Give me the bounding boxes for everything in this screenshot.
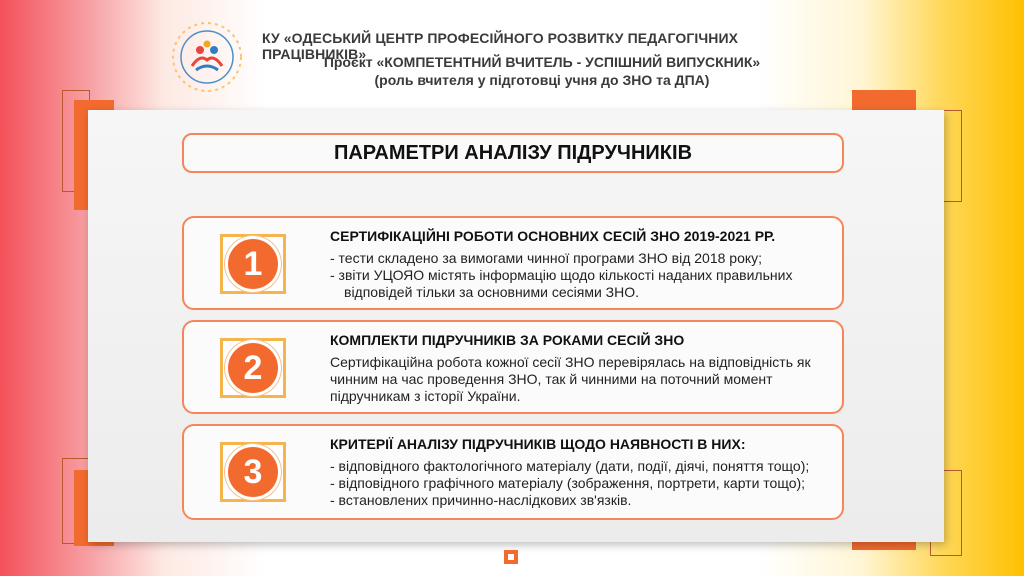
- card-line: підручникам з історії України.: [330, 388, 521, 404]
- card-line: - тести складено за вимогами чинної програми ЗНО від 2018 року;: [330, 250, 763, 266]
- card-line: - встановлених причинно-наслідкових зв'язків.: [330, 492, 632, 508]
- card-line: - відповідного графічного матеріалу (зображення, портрети, карти тощо);: [330, 475, 806, 491]
- card-heading: СЕРТИФІКАЦІЙНІ РОБОТИ ОСНОВНИХ СЕСІЙ ЗНО 2019-2021 РР.: [330, 228, 776, 244]
- parameter-card-2: [182, 320, 844, 414]
- card-line: чинним на час проведення ЗНО, так й чинними на поточний момент: [330, 371, 773, 387]
- project-title: Проєкт «КОМПЕТЕНТНИЙ ВЧИТЕЛЬ - УСПІШНИЙ ВИПУСКНИК»: [323, 54, 761, 70]
- card-line: Сертифікаційна робота кожної сесії ЗНО перевірялась на відповідність як: [330, 354, 811, 370]
- organization-logo: [170, 20, 244, 94]
- logo-rays: [173, 23, 241, 91]
- card-line: - звіти УЦОЯО містять інформацію щодо кількості наданих правильних: [330, 267, 793, 283]
- project-subtitle: (роль вчителя у підготовці учня до ЗНО та ДПА): [374, 72, 710, 88]
- slide-marker-icon: [504, 550, 518, 564]
- number-badge: 3: [228, 447, 278, 497]
- number-frame: [220, 442, 286, 502]
- parameter-card-3: [182, 424, 844, 520]
- slide-title: ПАРАМЕТРИ АНАЛІЗУ ПІДРУЧНИКІВ: [182, 133, 844, 173]
- card-heading: КОМПЛЕКТИ ПІДРУЧНИКІВ ЗА РОКАМИ СЕСІЙ ЗНО: [330, 332, 685, 348]
- number-badge: 2: [228, 343, 278, 393]
- number-badge: 1: [228, 239, 278, 289]
- number-frame: [220, 234, 286, 294]
- card-line: - відповідного фактологічного матеріалу (дати, події, діячі, поняття тощо);: [330, 458, 810, 474]
- organization-title: КУ «ОДЕСЬКИЙ ЦЕНТР ПРОФЕСІЙНОГО РОЗВИТКУ ПЕДАГОГІЧНИХ ПРАЦІВНИКІВ»: [262, 30, 739, 62]
- card-line: відповідей тільки за основними сесіями ЗНО.: [344, 284, 639, 300]
- number-frame: [220, 338, 286, 398]
- parameter-card-1: [182, 216, 844, 310]
- card-heading: КРИТЕРІЇ АНАЛІЗУ ПІДРУЧНИКІВ ЩОДО НАЯВНОСТІ В НИХ:: [330, 436, 746, 452]
